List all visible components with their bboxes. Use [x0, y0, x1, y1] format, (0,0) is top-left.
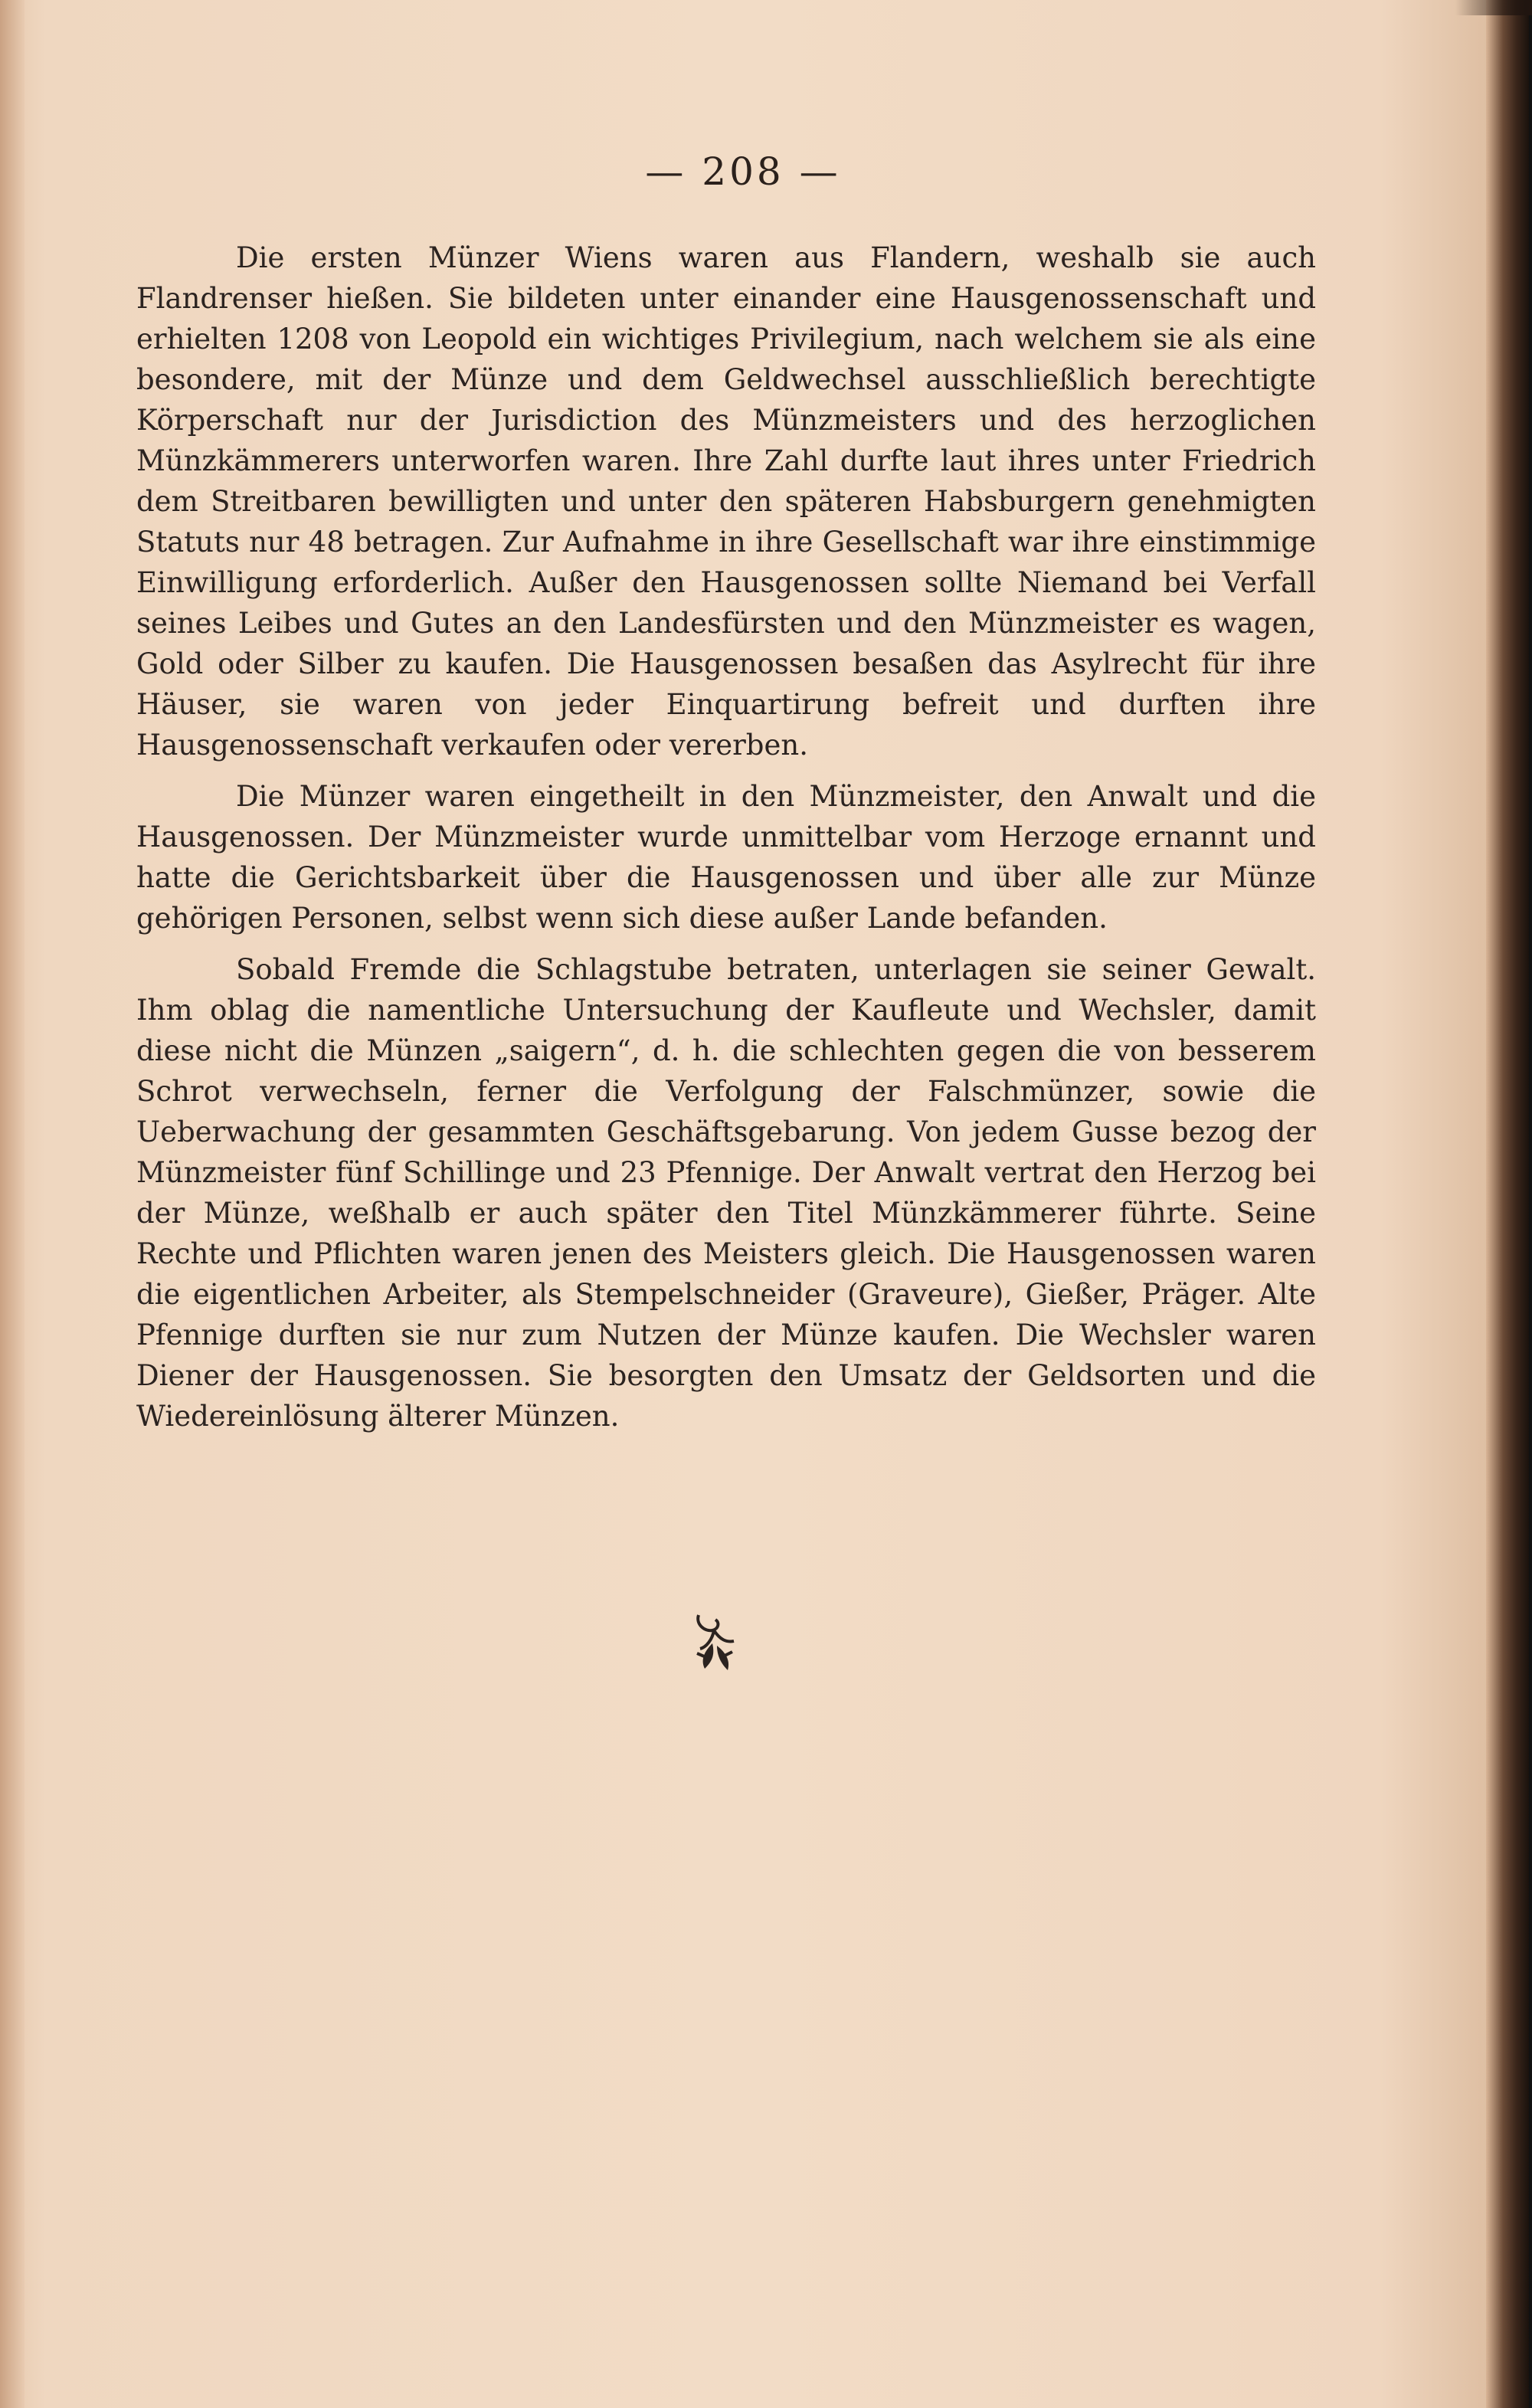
- body-text: [136, 238, 1316, 1447]
- paragraph-3: Sobald Fremde die Schlagstube betraten, unterlagen sie seiner Gewalt. Ihm oblag die namentliche Untersuchung der Kaufleute und Wechsler, damit diese nicht die Münzen „saigern“, d. h. die schlechten gegen die von besserem Schrot verwechseln, ferner die Verfolgung der Falschmünzer, sowie die Ueberwachung der gesammten Geschäftsgebarung. Von jedem Gusse bezog der Münzmeister fünf Schillinge und 23 Pfennige. Der Anwalt vertrat den Herzog bei der Münze, weßhalb er auch später den Titel Münzkämmerer führte. Seine Rechte und Pflichten waren jenen des Meisters gleich. Die Hausgenossen waren die eigentlichen Arbeiter, als Stempelschneider (Graveure), Gießer, Präger. Alte Pfennige durften sie nur zum Nutzen der Münze kaufen. Die Wechsler waren Diener der Hausgenossen. Sie besorgten den Umsatz der Geldsorten und die Wiedereinlösung älterer Münzen.: [136, 953, 1316, 1433]
- page-gutter-shadow: [0, 0, 25, 2408]
- paragraph-1: Die ersten Münzer Wiens waren aus Flandern, weshalb sie auch Flandrenser hießen. Sie bildeten unter einander eine Hausgenossenschaft und erhielten 1208 von Leopold ein wichtiges Privilegium, nach welchem sie als eine besondere, mit der Münze und dem Geldwechsel ausschließlich berechtigte Körperschaft nur der Jurisdiction des Münzmeisters und des herzoglichen Münzkämmerers unterworfen waren. Ihre Zahl durfte laut ihres unter Friedrich dem Streitbaren bewilligten und unter den späteren Habsburgern genehmigten Statuts nur 48 betragen. Zur Aufnahme in ihre Gesellschaft war ihre einstimmige Einwilligung erforderlich. Außer den Hausgenossen sollte Niemand bei Verfall seines Leibes und Gutes an den Landesfürsten und den Münzmeister es wagen, Gold oder Silber zu kaufen. Die Hausgenossen besaßen das Asylrecht für ihre Häuser, sie waren von jeder Einquartirung befreit und durften ihre Hausgenossenschaft verkaufen oder vererben.: [136, 241, 1316, 762]
- paragraph-2: Die Münzer waren eingetheilt in den Münzmeister, den Anwalt und die Hausgenossen. Der Münzmeister wurde unmittelbar vom Herzoge ernannt und hatte die Gerichtsbarkeit über die Hausgenossen und über alle zur Münze gehörigen Personen, selbst wenn sich diese außer Lande befanden.: [136, 780, 1316, 935]
- page-number: — 208 —: [645, 149, 841, 194]
- floral-ornament-icon: [689, 1609, 743, 1674]
- book-edge: [1486, 0, 1529, 2408]
- book-corner: [1455, 0, 1532, 15]
